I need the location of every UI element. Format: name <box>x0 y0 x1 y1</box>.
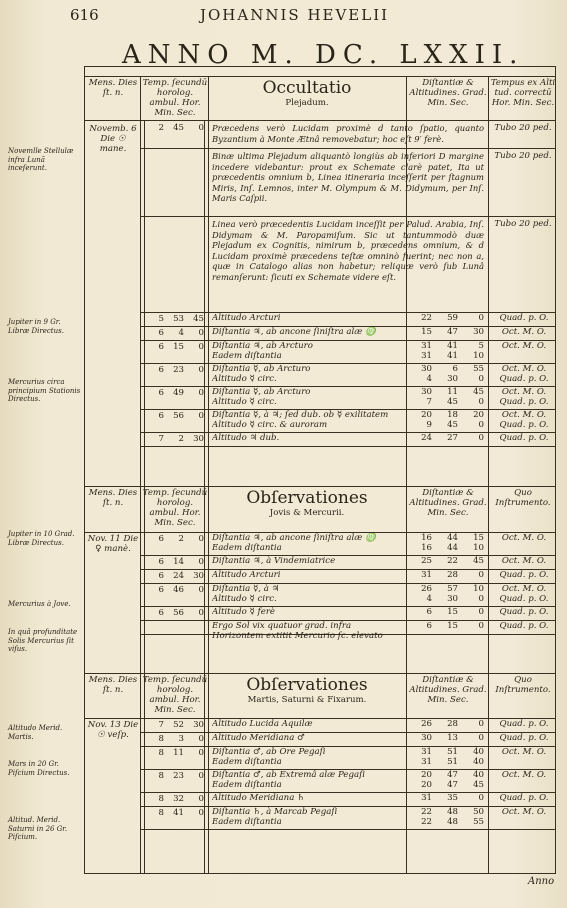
distance-value: 41 <box>447 351 458 361</box>
instrument: Oct. M. O. <box>501 341 547 351</box>
distance-value: 6 <box>452 364 458 374</box>
instrument: Oct. M. O. <box>501 584 547 594</box>
observation-text: Diſtantia ♃, ab Arcturo <box>212 341 313 351</box>
distance-value: 31 <box>421 570 432 580</box>
distance-value: 6 <box>426 607 432 617</box>
mensis-header: Mens. Dies ſt. n. <box>88 675 138 695</box>
time-value: 30 <box>193 434 204 444</box>
distance-value: 55 <box>473 817 484 827</box>
observation-text: Eadem diſtantia <box>212 543 282 553</box>
margin-note: Jupiter in 9 Gr. Libræ Directus. <box>8 318 64 335</box>
observation-text: Altitudo Lucida Aquilæ <box>212 719 313 729</box>
distance-value: 30 <box>421 387 432 397</box>
tempus-header: Temp. ſecundū horolog. ambul. Hor. Min. Sec. <box>142 675 208 715</box>
time-value: 0 <box>198 748 204 758</box>
instrument: Quad. p. O. <box>499 621 549 631</box>
observation-text: Diſtantia ☿, ab Arcturo <box>212 364 311 374</box>
catchword: Anno <box>528 876 555 887</box>
distance-value: 35 <box>447 793 458 803</box>
section-subtitle: Plejadum. <box>285 98 329 108</box>
time-value: 0 <box>198 808 204 818</box>
instrument: Quad. p. O. <box>499 594 549 604</box>
distance-value: 22 <box>421 807 432 817</box>
instrument: Oct. M. O. <box>501 556 547 566</box>
time-value: 24 <box>173 571 184 581</box>
time-value: 2 <box>158 123 164 133</box>
instrument: Oct. M. O. <box>501 747 547 757</box>
distance-value: 25 <box>421 556 432 566</box>
time-value: 41 <box>173 808 184 818</box>
distance-value: 45 <box>473 780 484 790</box>
time-value: 30 <box>193 720 204 730</box>
time-value: 6 <box>158 328 164 338</box>
grid-hline <box>140 216 556 217</box>
observation-text: Eadem diſtantia <box>212 757 282 767</box>
time-value: 52 <box>173 720 184 730</box>
distance-value: 0 <box>478 793 484 803</box>
grid-vline <box>140 76 141 874</box>
grid-hline <box>140 446 556 447</box>
distance-value: 22 <box>421 817 432 827</box>
distance-value: 31 <box>421 341 432 351</box>
time-value: 32 <box>173 794 184 804</box>
margin-note: Mars in 20 Gr. Piſcium Directus. <box>8 760 70 777</box>
distance-value: 7 <box>426 397 432 407</box>
distance-value: 44 <box>447 543 458 553</box>
time-value: 0 <box>198 342 204 352</box>
distance-value: 26 <box>421 584 432 594</box>
time-value: 11 <box>173 748 184 758</box>
distance-value: 30 <box>447 594 458 604</box>
distance-value: 40 <box>473 757 484 767</box>
distance-value: 24 <box>421 433 432 443</box>
observation-text: Diſtantia ♃, ab ancone ſiniſtra alæ ♍ <box>212 327 376 337</box>
grid-vline <box>208 76 209 874</box>
observation-text: Diſtantia ♄, à Marcab Pegaſi <box>212 807 338 817</box>
page-number: 616 <box>70 6 99 24</box>
time-value: 23 <box>173 771 184 781</box>
mensis-header: Mens. Dies ſt. n. <box>88 488 138 508</box>
distance-value: 55 <box>473 364 484 374</box>
observation-text: Ergo Sol vix quatuor grad. infra Horizontem extitit Mercurio ſc. elevato <box>212 621 383 641</box>
time-value: 5 <box>158 314 164 324</box>
time-value: 0 <box>198 365 204 375</box>
grid-hline <box>84 673 556 674</box>
distance-value: 0 <box>478 594 484 604</box>
instrument: Quad. p. O. <box>499 433 549 443</box>
time-value: 45 <box>193 314 204 324</box>
grid-hline <box>140 829 556 830</box>
time-value: 30 <box>193 571 204 581</box>
distance-value: 0 <box>478 607 484 617</box>
time-value: 46 <box>173 585 184 595</box>
distance-value: 0 <box>478 433 484 443</box>
distance-value: 28 <box>447 570 458 580</box>
time-value: 6 <box>158 342 164 352</box>
observation-text: Altitudo ☿ circ. <box>212 374 277 384</box>
quo-header: Quo Inſtrumento. <box>495 675 551 695</box>
distance-value: 27 <box>447 433 458 443</box>
distance-value: 16 <box>421 543 432 553</box>
instrument: Quad. p. O. <box>499 793 549 803</box>
distance-value: 47 <box>447 780 458 790</box>
running-head: JOHANNIS HEVELII <box>200 6 390 24</box>
distance-value: 5 <box>478 341 484 351</box>
distance-value: 45 <box>447 420 458 430</box>
instrument: Quad. p. O. <box>499 607 549 617</box>
instrument: Quad. p. O. <box>499 374 549 384</box>
observation-text: Eadem diſtantia <box>212 780 282 790</box>
instrument: Quad. p. O. <box>499 420 549 430</box>
quo-header: Quo Inſtrumento. <box>495 488 551 508</box>
time-value: 45 <box>173 123 184 133</box>
time-value: 0 <box>198 557 204 567</box>
distance-value: 45 <box>447 397 458 407</box>
distance-value: 0 <box>478 313 484 323</box>
time-value: 0 <box>198 534 204 544</box>
time-value: 6 <box>158 388 164 398</box>
distance-value: 30 <box>421 364 432 374</box>
time-value: 6 <box>158 571 164 581</box>
distance-value: 45 <box>473 387 484 397</box>
time-value: 6 <box>158 608 164 618</box>
distance-value: 47 <box>447 327 458 337</box>
observation-text: Diſtantia ♃, ab ancone ſiniſtra alæ ♍ <box>212 533 376 543</box>
instrument: Oct. M. O. <box>501 770 547 780</box>
distance-value: 41 <box>447 341 458 351</box>
observation-text: Altitudo Meridiana ♂ <box>212 733 305 743</box>
time-value: 6 <box>158 365 164 375</box>
time-value: 56 <box>173 411 184 421</box>
distance-value: 50 <box>473 807 484 817</box>
instrument: Tubo 20 ped. <box>494 151 552 161</box>
distance-value: 31 <box>421 793 432 803</box>
section-title: Obſervationes <box>246 488 368 508</box>
observation-text: Eadem diſtantia <box>212 817 282 827</box>
instrument: Quad. p. O. <box>499 733 549 743</box>
grid-hline <box>84 120 556 121</box>
time-value: 15 <box>173 342 184 352</box>
time-value: 23 <box>173 365 184 375</box>
observation-text: Diſtantia ♃, à Vindemiatrice <box>212 556 336 566</box>
time-value: 6 <box>158 411 164 421</box>
distance-value: 57 <box>447 584 458 594</box>
distance-value: 28 <box>447 719 458 729</box>
instrument: Oct. M. O. <box>501 387 547 397</box>
time-value: 0 <box>198 794 204 804</box>
distance-value: 13 <box>447 733 458 743</box>
observation-text: Altitudo ☿ circ. <box>212 397 277 407</box>
distance-value: 48 <box>447 807 458 817</box>
grid-vline <box>488 76 489 874</box>
distance-value: 30 <box>421 733 432 743</box>
date-cell: Nov. 13 Die ☉ veſp. <box>87 720 139 740</box>
observation-text: Altitudo ☿ ferè <box>212 607 276 617</box>
margin-note: Jupiter in 10 Grad. Libræ Directus. <box>8 530 75 547</box>
time-value: 8 <box>158 748 164 758</box>
time-value: 14 <box>173 557 184 567</box>
instrument: Quad. p. O. <box>499 719 549 729</box>
margin-note: Altitud. Merid. Saturni in 26 Gr. Piſcium. <box>8 816 68 841</box>
distantia-header: Diſtantiæ & Altitudines. Grad. Min. Sec. <box>409 78 487 108</box>
distance-value: 22 <box>421 313 432 323</box>
time-value: 0 <box>198 411 204 421</box>
distantia-header: Diſtantiæ & Altitudines. Grad. Min. Sec. <box>409 675 487 705</box>
distance-value: 11 <box>447 387 458 397</box>
time-value: 8 <box>158 734 164 744</box>
distance-value: 59 <box>447 313 458 323</box>
observation-text: Altitudo ☿ circ. <box>212 594 277 604</box>
section-title: Obſervationes <box>246 675 368 695</box>
time-value: 7 <box>158 720 164 730</box>
time-value: 3 <box>178 734 184 744</box>
instrument: Tubo 20 ped. <box>494 123 552 133</box>
instrument: Quad. p. O. <box>499 570 549 580</box>
observation-text: Diſtantia ☿, à ♃ <box>212 584 280 594</box>
time-value: 0 <box>198 328 204 338</box>
distance-value: 15 <box>447 607 458 617</box>
tempus-header: Temp. ſecundū horolog. ambul. Hor. Min. Sec. <box>142 488 208 528</box>
distance-value: 51 <box>447 757 458 767</box>
distance-value: 20 <box>421 780 432 790</box>
time-value: 0 <box>198 388 204 398</box>
distance-value: 0 <box>478 621 484 631</box>
time-value: 0 <box>198 771 204 781</box>
occultation-description: Linea verò præcedentis Lucidam inceſſit per Palud. Arabia, Inſ. Didymam & M. Paropamiſum. Sic ut tantummodò duæ Plejadum ex Cognitis, nimirum b, præcedens omnium, & d Lucidam proximè præcedens teſtæ omninò fuerint; nec non a, quæ in Catalogo alias non habetur; reliquæ verò ſub Lunâ remanſerunt: ſicuti ex Schemate videre eſt. <box>212 219 484 282</box>
time-value: 56 <box>173 608 184 618</box>
grid-hline <box>84 76 556 77</box>
distance-value: 40 <box>473 770 484 780</box>
instrument: Oct. M. O. <box>501 807 547 817</box>
margin-note: Novemlle Stellulæ infra Lunã inceſerunt. <box>8 147 74 172</box>
distance-value: 6 <box>426 621 432 631</box>
distance-value: 44 <box>447 533 458 543</box>
time-value: 8 <box>158 808 164 818</box>
distance-value: 47 <box>447 770 458 780</box>
time-value: 2 <box>178 434 184 444</box>
distance-value: 0 <box>478 420 484 430</box>
observation-text: Eadem diſtantia <box>212 351 282 361</box>
margin-note: Mercurius circa principium Stationis Directus. <box>8 378 81 403</box>
distance-value: 51 <box>447 747 458 757</box>
observation-text: Diſtantia ♂, ab Ore Pegaſi <box>212 747 326 757</box>
distance-value: 4 <box>426 374 432 384</box>
occultation-description: Præcedens verò Lucidam proximè d tanto ſpatio, quanto Byzantium à Monte Ætnâ removebatur; hoc eſt 9′ ferè. <box>212 123 484 144</box>
distance-value: 16 <box>421 533 432 543</box>
time-value: 8 <box>158 771 164 781</box>
distance-value: 18 <box>447 410 458 420</box>
distance-value: 20 <box>421 770 432 780</box>
instrument: Quad. p. O. <box>499 313 549 323</box>
distance-value: 0 <box>478 733 484 743</box>
section-subtitle: Jovis & Mercurii. <box>269 508 345 518</box>
instrument: Tubo 20 ped. <box>494 219 552 229</box>
grid-hline <box>84 486 556 487</box>
time-value: 8 <box>158 794 164 804</box>
instrument: Oct. M. O. <box>501 327 547 337</box>
section-title: Occultatio <box>262 78 352 98</box>
time-value: 6 <box>158 534 164 544</box>
distance-value: 10 <box>473 351 484 361</box>
margin-note: In quâ profunditate Solis Mercurius ſit viſus. <box>8 628 78 653</box>
distance-value: 10 <box>473 543 484 553</box>
distance-value: 0 <box>478 374 484 384</box>
distance-value: 15 <box>473 533 484 543</box>
distance-value: 9 <box>426 420 432 430</box>
distance-value: 4 <box>426 594 432 604</box>
distance-value: 15 <box>421 327 432 337</box>
tempus-header: Temp. ſecundū horolog. ambul. Hor. Min. Sec. <box>142 78 208 118</box>
observation-text: Altitudo ☿ circ. & auroram <box>212 420 328 430</box>
instrument: Oct. M. O. <box>501 410 547 420</box>
year-heading: ANNO M. DC. LXXII. <box>122 40 525 70</box>
date-cell: Nov. 11 Die ♀ manè. <box>87 534 139 554</box>
time-value: 0 <box>198 123 204 133</box>
distance-value: 26 <box>421 719 432 729</box>
distance-value: 30 <box>473 327 484 337</box>
instrument: Quad. p. O. <box>499 397 549 407</box>
observation-text: Diſtantia ☿, à ♃; ſed dub. ob ☿ exilitatem <box>212 410 389 420</box>
time-value: 6 <box>158 557 164 567</box>
distance-value: 20 <box>421 410 432 420</box>
instrument: Oct. M. O. <box>501 533 547 543</box>
grid-hline <box>140 148 556 149</box>
distance-value: 10 <box>473 584 484 594</box>
distance-value: 30 <box>447 374 458 384</box>
section-subtitle: Martis, Saturni & Fixarum. <box>247 695 367 705</box>
observation-text: Diſtantia ♂, ab Extremâ alæ Pegaſi <box>212 770 366 780</box>
distantia-header: Diſtantiæ & Altitudines. Grad. Min. Sec. <box>409 488 487 518</box>
distance-value: 40 <box>473 747 484 757</box>
distance-value: 22 <box>447 556 458 566</box>
distance-value: 15 <box>447 621 458 631</box>
observation-text: Altitudo ♃ dub. <box>212 433 280 443</box>
distance-value: 48 <box>447 817 458 827</box>
time-value: 2 <box>178 534 184 544</box>
distance-value: 45 <box>473 556 484 566</box>
instrument: Oct. M. O. <box>501 364 547 374</box>
distance-value: 31 <box>421 351 432 361</box>
margin-note: Altitudo Merid. Martis. <box>8 724 63 741</box>
time-value: 53 <box>173 314 184 324</box>
occultation-description: Binæ ultima Plejadum aliquantò longiùs ab inferiori D margine incedere videbantur: prout ex Schemate clarè patet, Ita ut præcedentis omnium b, Linea itineraria inceſſerit per ſtagnum Miris, Inſ. Lemnos, inter M. Olympum & M. Didymum, per Inſ. Maris Caſpii. <box>212 151 484 204</box>
margin-note: Mercurius à Jove. <box>8 600 71 608</box>
observation-text: Altitudo Arcturi <box>212 570 281 580</box>
observation-text: Altitudo Meridiana ♄ <box>212 793 305 803</box>
time-value: 7 <box>158 434 164 444</box>
time-value: 0 <box>198 585 204 595</box>
time-value: 6 <box>158 585 164 595</box>
observation-text: Altitudo Arcturi <box>212 313 281 323</box>
mensis-header: Mens. Dies ſt. n. <box>88 78 138 98</box>
time-value: 49 <box>173 388 184 398</box>
distance-value: 0 <box>478 397 484 407</box>
distance-value: 0 <box>478 719 484 729</box>
observation-text: Diſtantia ☿, ab Arcturo <box>212 387 311 397</box>
distance-value: 31 <box>421 747 432 757</box>
time-value: 0 <box>198 734 204 744</box>
date-cell: Novemb. 6 Die ☉ mane. <box>89 124 137 154</box>
distance-value: 0 <box>478 570 484 580</box>
distance-value: 31 <box>421 757 432 767</box>
tempus-correct-header: Tempus ex Alti tud. correctū Hor. Min. Sec. <box>490 78 556 108</box>
time-value: 4 <box>178 328 184 338</box>
time-value: 0 <box>198 608 204 618</box>
distance-value: 20 <box>473 410 484 420</box>
